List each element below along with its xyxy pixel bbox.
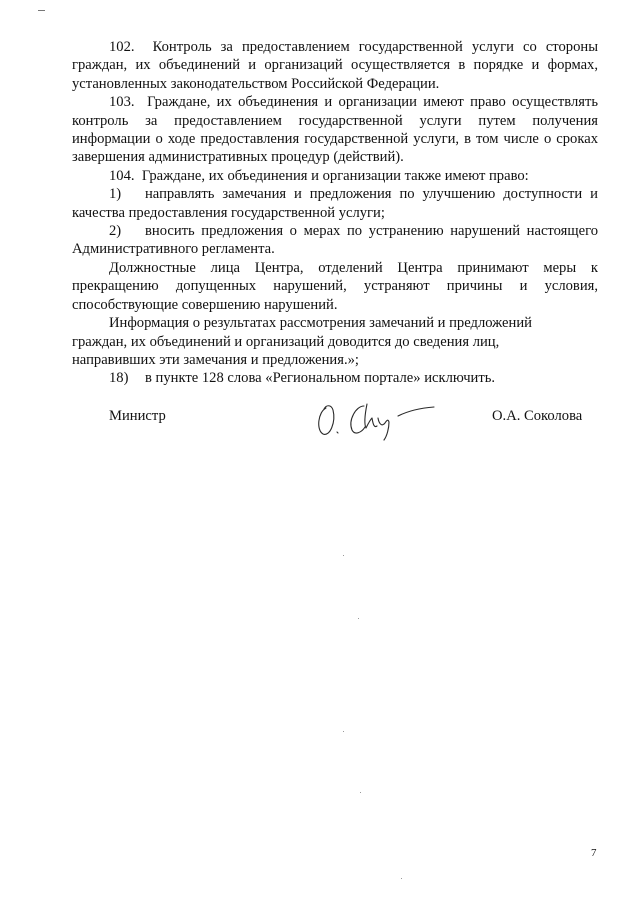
info-line-1: Информация о результатах рассмотрения замечаний и предложений [109,315,532,332]
signatory-title: Министр [109,408,166,424]
list-item-text: вносить предложения о мерах по устранению нарушений настоящего Административного регламента. [72,223,598,258]
info-line-2: граждан, их объединений и организаций доводится до сведения лиц, [72,333,500,350]
list-item-number: 1) [109,186,122,203]
handwritten-signature [312,394,452,442]
scan-mark [38,10,45,11]
list-item-1 [72,185,598,222]
info-line-3: направивших эти замечания и предложения.»; [72,351,359,368]
document-body [72,38,598,388]
list-item-text: в пункте 128 слова «Региональном портале» исключить. [145,370,496,387]
scan-speck [343,555,344,556]
scan-speck [360,792,361,793]
scan-speck [343,731,344,732]
list-item-text: направлять замечания и предложения по улучшению доступности и качества предоставления государственной услуги; [72,186,598,221]
scan-speck [401,878,402,879]
list-item-18 [72,369,598,387]
paragraph-103: 103. Граждане, их объединения и организации имеют право осуществлять контроль за предоставлением государственной услуги путем получения информации о ходе предоставления государственной услуги, в том числе о сроках завершения административных процедур (действий). [72,94,598,166]
paragraph-102: 102. Контроль за предоставлением государственной услуги со стороны граждан, их объединений и организаций осуществляется в порядке и формах, установленных законодательством Российской Федерации. [72,39,598,92]
page-number: 7 [591,847,597,859]
paragraph-officials: Должностные лица Центра, отделений Центра принимают меры к прекращению допущенных нарушений, устраняют причины и условия, способствующие совершению нарушений. [72,259,598,313]
scan-speck [358,618,359,619]
signatory-name: О.А. Соколова [492,408,583,424]
list-item-number: 18) [109,370,129,387]
list-item-2 [72,222,598,259]
paragraph-104: 104. Граждане, их объединения и организации также имеют право: [109,167,529,184]
signature-block [0,402,640,442]
paragraph-information [72,314,598,369]
list-item-number: 2) [109,223,122,240]
